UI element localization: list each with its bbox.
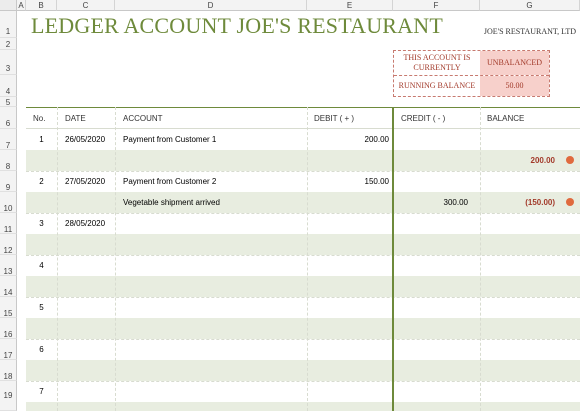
header-no[interactable]: No. [33, 114, 46, 123]
entry-no[interactable]: 7 [39, 387, 44, 396]
row-header-9[interactable]: 9 [0, 171, 17, 192]
row-header-11[interactable]: 11 [0, 213, 17, 234]
entry-debit[interactable]: 150.00 [364, 177, 389, 186]
entry-balance[interactable]: 200.00 [530, 156, 555, 165]
column-header-b[interactable]: B [26, 0, 57, 11]
table-band [26, 234, 580, 255]
company-name: JOE'S RESTAURANT, LTD [483, 27, 576, 36]
running-balance-label: RUNNING BALANCE [398, 81, 476, 90]
row-header-10[interactable]: 10 [0, 192, 17, 213]
entry-account[interactable]: Payment from Customer 2 [123, 177, 217, 186]
row-header-7[interactable]: 7 [0, 129, 17, 150]
entry-date[interactable]: 26/05/2020 [65, 135, 106, 144]
entry-date[interactable]: 28/05/2020 [65, 219, 106, 228]
row-header-5[interactable]: 5 [0, 97, 17, 107]
row-header-12[interactable]: 12 [0, 234, 17, 255]
entry-no[interactable]: 3 [39, 219, 44, 228]
entry-credit[interactable]: 300.00 [443, 198, 468, 207]
row-header-18[interactable]: 18 [0, 360, 17, 381]
table-top-rule [26, 107, 580, 108]
page-title: LEDGER ACCOUNT JOE'S RESTAURANT [31, 13, 443, 38]
column-header-d[interactable]: D [115, 0, 307, 11]
row-header-6[interactable]: 6 [0, 107, 17, 129]
entry-no[interactable]: 6 [39, 345, 44, 354]
entry-account[interactable]: Vegetable shipment arrived [123, 198, 220, 207]
debit-credit-divider [392, 107, 394, 411]
row-header-1[interactable]: 1 [0, 11, 17, 38]
column-header-c[interactable]: C [57, 0, 115, 11]
column-header-e[interactable]: E [307, 0, 393, 11]
running-balance-value[interactable]: 50.00 [480, 76, 549, 96]
table-band [26, 276, 580, 297]
header-debit[interactable]: DEBIT ( + ) [314, 114, 355, 123]
header-balance[interactable]: BALANCE [487, 114, 525, 123]
row-header-15[interactable]: 15 [0, 297, 17, 318]
table-band [26, 402, 580, 411]
balance-indicator-icon [566, 156, 574, 164]
row-header-17[interactable]: 17 [0, 339, 17, 360]
table-band [26, 360, 580, 381]
header-date[interactable]: DATE [65, 114, 86, 123]
entry-date[interactable]: 27/05/2020 [65, 177, 106, 186]
entry-account[interactable]: Payment from Customer 1 [123, 135, 217, 144]
entry-no[interactable]: 5 [39, 303, 44, 312]
column-header-a[interactable]: A [17, 0, 26, 11]
select-all-corner[interactable] [0, 0, 17, 11]
entry-balance[interactable]: (150.00) [525, 198, 555, 207]
balance-indicator-icon [566, 198, 574, 206]
row-header-4[interactable]: 4 [0, 75, 17, 97]
row-header-14[interactable]: 14 [0, 276, 17, 297]
header-credit[interactable]: CREDIT ( - ) [401, 114, 446, 123]
table-band [26, 318, 580, 339]
row-header-8[interactable]: 8 [0, 150, 17, 171]
row-header-2[interactable]: 2 [0, 38, 17, 50]
header-account[interactable]: ACCOUNT [123, 114, 163, 123]
entry-no[interactable]: 1 [39, 135, 44, 144]
entry-no[interactable]: 2 [39, 177, 44, 186]
entry-debit[interactable]: 200.00 [364, 135, 389, 144]
row-header-16[interactable]: 16 [0, 318, 17, 339]
row-header-13[interactable]: 13 [0, 255, 17, 276]
entry-no[interactable]: 4 [39, 261, 44, 270]
row-header-3[interactable]: 3 [0, 50, 17, 75]
row-header-19[interactable]: 19 [0, 381, 17, 411]
column-header-g[interactable]: G [480, 0, 580, 11]
column-header-f[interactable]: F [393, 0, 480, 11]
status-label: THIS ACCOUNT IS CURRENTLY [403, 53, 471, 72]
status-value[interactable]: UNBALANCED [480, 51, 549, 75]
